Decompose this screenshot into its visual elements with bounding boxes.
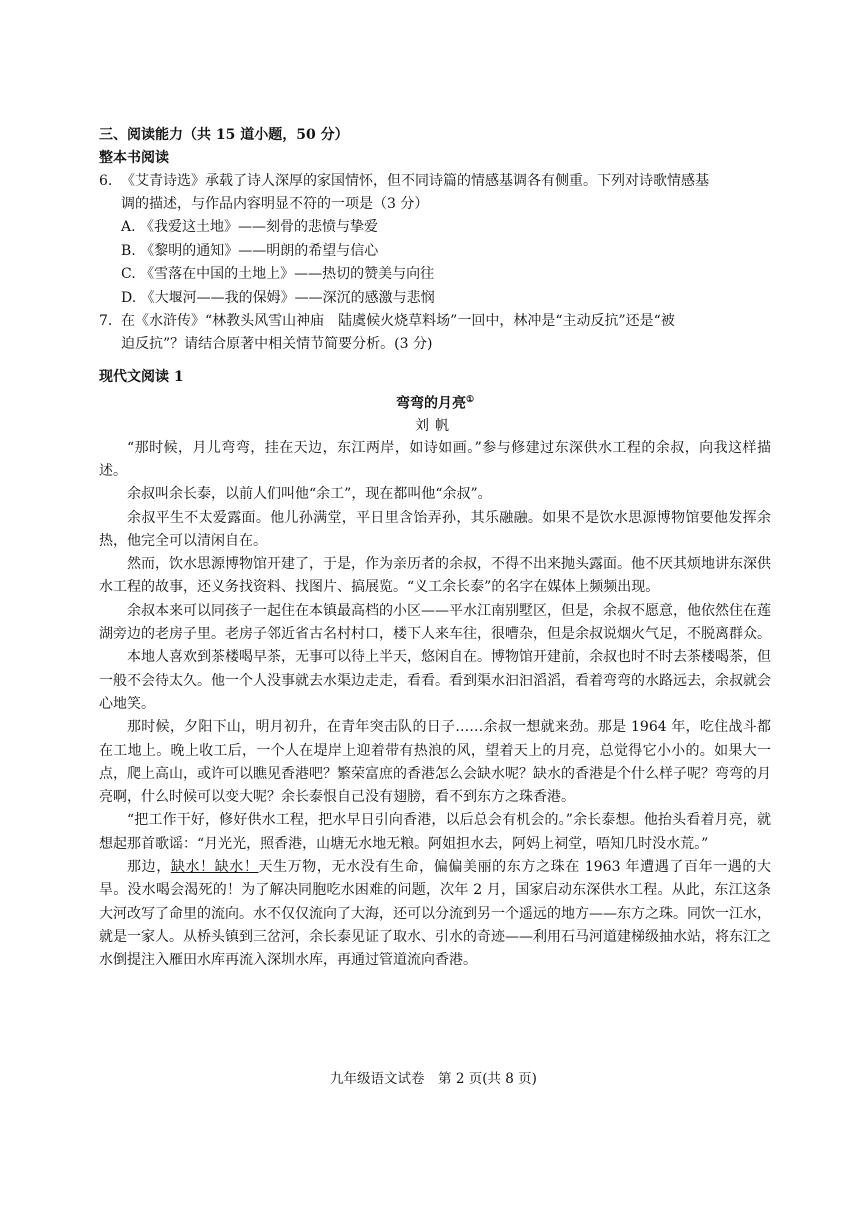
paragraph-6: 本地人喜欢到茶楼喝早茶，无事可以待上半天，悠闲自在。博物馆开建前，余叔也时不时去茶楼喝茶，但一般不会待太久。他一个人没事就去水渠边走走，看看。看到渠水汩汩滔滔，看着弯弯的水路远去，余叔就会心地笑。 [99,649,771,712]
paragraph-7: 那时候，夕阳下山，明月初升，在青年突击队的日子……余叔一想就来劲。那是 1964 年，吃住战斗都在工地上。晚上收工后，一个人在堤岸上迎着带有热浪的风，望着天上的月亮，总觉得它小小的。如果大一点，爬上高山，或许可以瞧见香港吧？繁荣富庶的香港怎么会缺水呢？缺水的香港是个什么样子呢？弯弯的月亮啊，什么时候可以变大呢？余长泰恨自己没有翅膀，看不到东方之珠香港。 [99,719,771,806]
question-6-option-a: A. 《我爱这土地》——刻骨的悲愤与挚爱 [121,219,379,235]
paragraph-3: 余叔平生不太爱露面。他儿孙满堂，平日里含饴弄孙，其乐融融。如果不是饮水思源博物馆要他发挥余热，他完全可以清闲自在。 [99,509,771,549]
paragraph-9-underlined-phrase: 缺水！缺水！ [170,859,259,875]
paragraph-9-lead: 那边， [127,859,171,875]
paragraph-2: 余叔叫余长泰，以前人们叫他“余工”，现在都叫他“余叔”。 [127,486,492,503]
question-7-number: 7. [99,313,113,329]
question-7 [99,310,771,356]
modern-reading-heading: 现代文阅读 1 [99,369,184,385]
article-author: 刘帆 [415,417,455,434]
article-title-text: 弯弯的月亮 [395,395,466,412]
question-6-number: 6. [99,173,113,189]
paragraph-4: 然而，饮水思源博物馆开建了，于是，作为亲历者的余叔，不得不出来抛头露面。他不厌其烦地讲东深供水工程的故事，还义务找资料、找图片、搞展览。“义工余长泰”的名字在媒体上频频出现。 [99,556,771,596]
page-content [99,124,771,972]
question-6-option-d: D. 《大堰河——我的保姆》——深沉的感激与悲悯 [121,289,435,306]
question-6-stem-line1: 《艾青诗选》承载了诗人深厚的家国情怀，但不同诗篇的情感基调各有侧重。下列对诗歌情感基 [121,173,709,189]
section-subheading: 整本书阅读 [99,150,169,166]
paragraph-9-rest: 天生万物，无水没有生命，偏偏美丽的东方之珠在 1963 年遭遇了百年一遇的大旱。没水喝会渴死的！为了解决同胞吃水困难的问题，次年 2 月，国家启动东深供水工程。从此，东江这条大河改写了命里的流向。水不仅仅流向了大海，还可以分流到另一个遥远的地方——东方之珠。同饮一江水，就是一家人。从桥头镇到三岔河，余长泰见证了取水、引水的奇迹——利用石马河道建梯级抽水站，将东江之水倒提注入雁田水库再流入深圳水库，再通过管道流向香港。 [99,859,772,969]
article-title-footnote-mark: ① [465,395,475,405]
question-6-stem-line2: 调的描述，与作品内容明显不符的一项是（3 分） [121,196,429,212]
paragraph-8: “把工作干好，修好供水工程，把水早日引向香港，以后总会有机会的。”余长泰想。他抬头看着月亮，就想起那首歌谣：“月光光，照香港，山塘无水地无粮。阿姐担水去，阿妈上祠堂，唔知几时没水荒。” [99,812,771,852]
article-title [99,389,771,415]
question-6-option-c: C. 《雪落在中国的土地上》——热切的赞美与向往 [121,266,435,282]
paragraph-9 [99,856,771,972]
section-heading: 三、阅读能力（共 15 道小题，50 分） [99,127,349,143]
question-7-stem-line2: 迫反抗”？请结合原著中相关情节简要分析。(3 分) [121,336,433,352]
paragraph-1: “那时候，月儿弯弯，挂在天边，东江两岸，如诗如画。”参与修建过东深供水工程的余叔，向我这样描述。 [99,439,771,479]
page-footer: 九年级语文试卷 第 2 页(共 8 页) [330,1071,537,1087]
question-7-stem-line1: 在《水浒传》“林教头风雪山神庙 陆虞候火烧草料场”一回中，林冲是“主动反抗”还是“被 [121,313,675,329]
paragraph-5: 余叔本来可以同孩子一起住在本镇最高档的小区——平水江南别墅区，但是，余叔不愿意，他依然住在莲湖旁边的老房子里。老房子邻近省古名村村口，楼下人来车往，很嘈杂，但是余叔说烟火气足，不脱离群众。 [99,602,771,643]
question-6-option-b: B. 《黎明的通知》——明朗的希望与信心 [121,242,379,259]
question-6 [99,170,771,310]
